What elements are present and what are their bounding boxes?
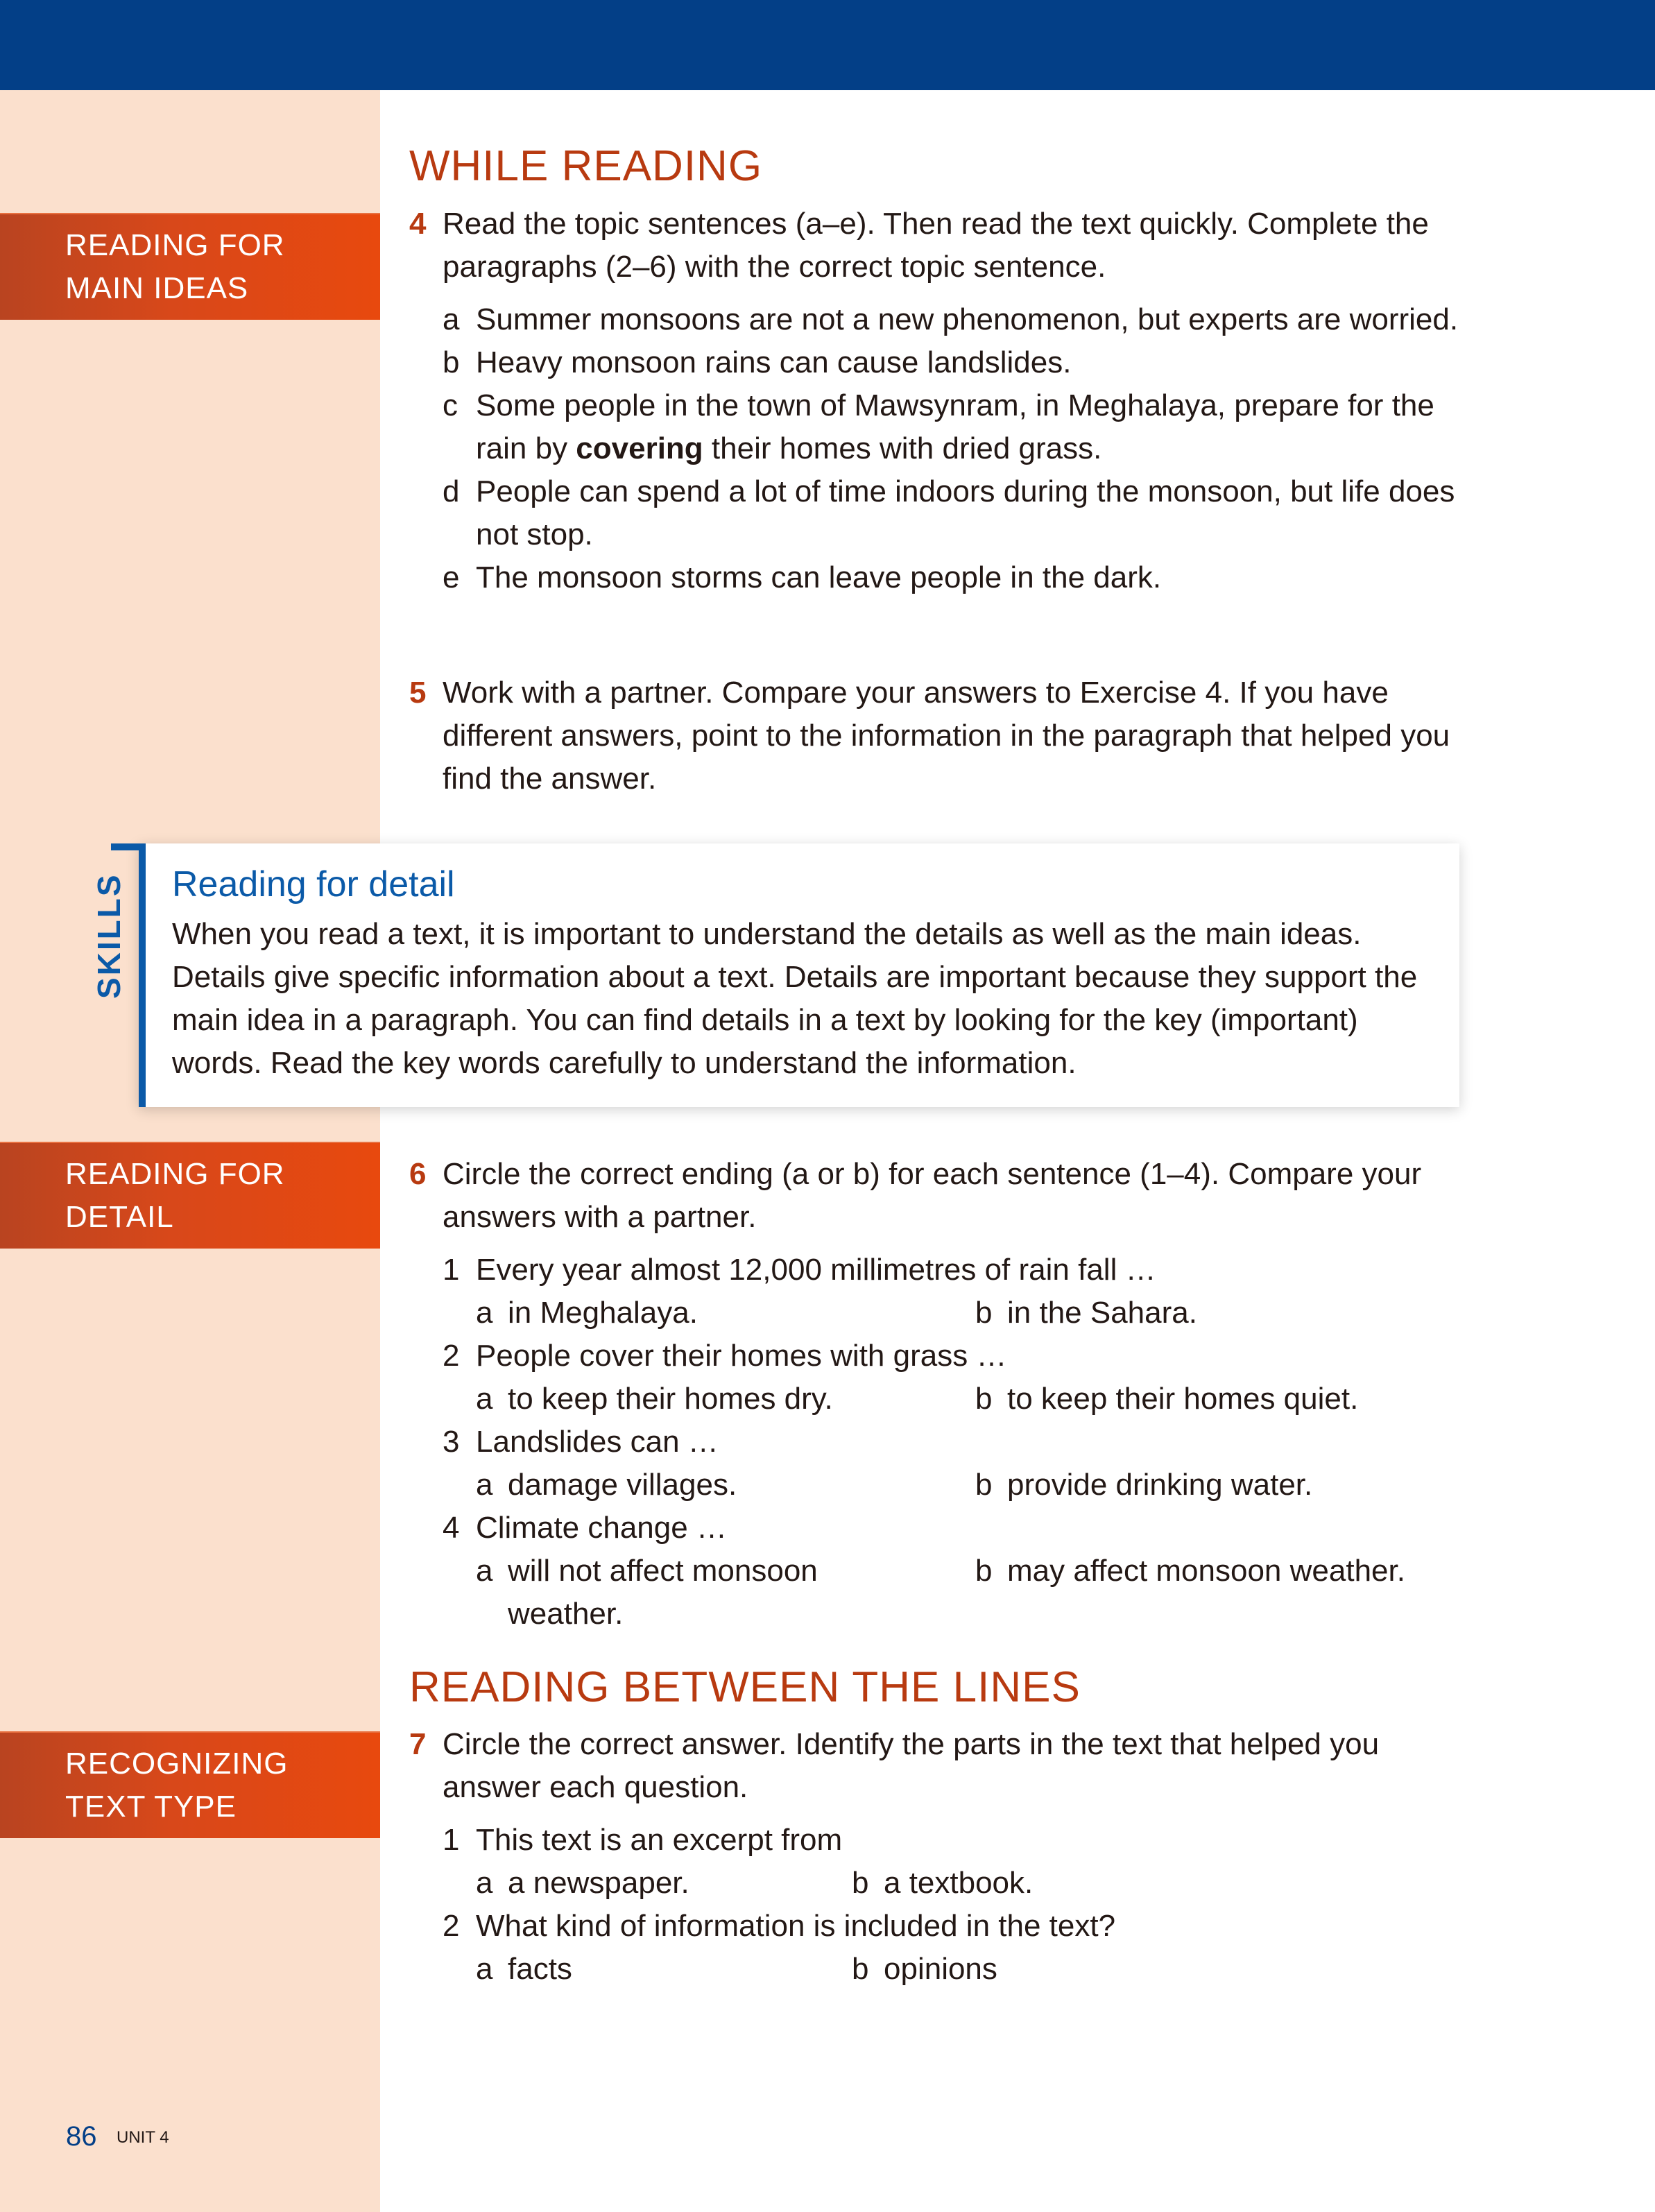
skills-title: Reading for detail	[172, 864, 455, 904]
option-b[interactable]	[975, 1378, 1358, 1421]
option-text: will not affect monsoon weather.	[508, 1554, 818, 1631]
question-text: People cover their homes with grass …	[476, 1339, 1007, 1373]
list-item	[443, 470, 1464, 556]
option-letter: a	[476, 1382, 493, 1416]
item-letter: d	[443, 474, 460, 508]
exercise-instruction: Circle the correct answer. Identify the parts in the text that helped you answer each question.	[443, 1727, 1380, 1804]
skills-accent-tick	[111, 843, 146, 850]
label-line: MAIN IDEAS	[65, 271, 249, 305]
option-a[interactable]	[476, 1464, 737, 1507]
option-letter: a	[476, 1468, 493, 1502]
question-text: Climate change …	[476, 1511, 727, 1545]
option-b[interactable]	[975, 1464, 1312, 1507]
label-reading-for-main-ideas	[0, 213, 380, 320]
options-row	[443, 1378, 1464, 1421]
question	[443, 1421, 1464, 1464]
item-text: People can spend a lot of time indoors during the monsoon, but life does not stop.	[476, 474, 1455, 551]
option-text: in the Sahara.	[1007, 1296, 1197, 1330]
item-text: Some people in the town of Mawsynram, in Meghalaya, prepare for the rain by	[476, 388, 1434, 465]
exercise-number: 6	[409, 1157, 427, 1191]
option-text: a textbook.	[884, 1866, 1034, 1900]
option-letter: b	[975, 1382, 993, 1416]
question	[443, 1335, 1464, 1378]
question	[443, 1905, 1464, 1948]
options-row	[443, 1862, 1464, 1905]
item-letter: a	[443, 302, 460, 336]
exercise-4	[409, 203, 1464, 599]
option-text: may affect monsoon weather.	[1007, 1554, 1405, 1588]
option-letter: a	[476, 1296, 493, 1330]
list-item	[443, 341, 1464, 384]
question-number: 1	[443, 1823, 460, 1857]
label-line: RECOGNIZING	[65, 1747, 289, 1781]
option-a[interactable]	[476, 1378, 833, 1421]
unit-label: UNIT 4	[117, 2128, 169, 2147]
item-letter: c	[443, 388, 458, 422]
exercise-7	[409, 1723, 1464, 1991]
question-text: What kind of information is included in the text?	[476, 1909, 1116, 1943]
option-letter: b	[975, 1296, 993, 1330]
exercise-6	[409, 1153, 1464, 1636]
options-row	[443, 1948, 1464, 1991]
list-item	[443, 298, 1464, 341]
exercise-number: 4	[409, 207, 427, 241]
item-text: Heavy monsoon rains can cause landslides.	[476, 345, 1072, 379]
label-reading-for-detail	[0, 1142, 380, 1249]
option-letter: b	[852, 1866, 869, 1900]
question-text: Every year almost 12,000 millimetres of rain fall …	[476, 1253, 1156, 1287]
list-item	[443, 556, 1464, 599]
option-a[interactable]	[476, 1292, 698, 1335]
exercise-5	[409, 671, 1464, 800]
option-text: in Meghalaya.	[508, 1296, 698, 1330]
skills-accent-bar	[139, 843, 146, 1107]
option-b[interactable]	[852, 1862, 1033, 1905]
item-text: their homes with dried grass.	[703, 431, 1102, 465]
option-text: to keep their homes dry.	[508, 1382, 833, 1416]
option-text: damage villages.	[508, 1468, 737, 1502]
list-item	[443, 384, 1464, 470]
option-text: facts	[508, 1952, 572, 1986]
option-b[interactable]	[975, 1550, 1405, 1593]
label-line: DETAIL	[65, 1200, 174, 1234]
option-text: a newspaper.	[508, 1866, 689, 1900]
question	[443, 1249, 1464, 1292]
label-recognizing-text-type	[0, 1731, 380, 1838]
option-a[interactable]	[476, 1948, 572, 1991]
option-letter: a	[476, 1952, 493, 1986]
options-row	[443, 1550, 1464, 1636]
option-a[interactable]	[476, 1550, 906, 1636]
question-text: Landslides can …	[476, 1425, 719, 1459]
option-letter: b	[975, 1468, 993, 1502]
exercise-instruction: Circle the correct ending (a or b) for each sentence (1–4). Compare your answers with a partner.	[443, 1157, 1422, 1234]
question-list	[443, 1819, 1464, 1991]
question-number: 2	[443, 1909, 460, 1943]
option-letter: a	[476, 1866, 493, 1900]
option-b[interactable]	[975, 1292, 1197, 1335]
question-number: 2	[443, 1339, 460, 1373]
item-text: Summer monsoons are not a new phenomenon, but experts are worried.	[476, 302, 1459, 336]
page-number: 86	[66, 2121, 97, 2152]
option-text: to keep their homes quiet.	[1007, 1382, 1359, 1416]
label-line: READING FOR	[65, 1157, 285, 1191]
option-b[interactable]	[852, 1948, 997, 1991]
question-list	[443, 1249, 1464, 1636]
vocab-word: covering	[576, 431, 703, 465]
options-row	[443, 1464, 1464, 1507]
option-letter: b	[852, 1952, 869, 1986]
item-letter: b	[443, 345, 460, 379]
options-row	[443, 1292, 1464, 1335]
item-text: The monsoon storms can leave people in the dark.	[476, 560, 1162, 594]
heading-reading-between-the-lines: READING BETWEEN THE LINES	[409, 1663, 1081, 1711]
top-banner	[0, 0, 1655, 90]
question-number: 4	[443, 1511, 460, 1545]
label-line: TEXT TYPE	[65, 1790, 237, 1824]
label-line: READING FOR	[65, 228, 285, 262]
item-letter: e	[443, 560, 460, 594]
exercise-number: 5	[409, 676, 427, 710]
question-number: 3	[443, 1425, 460, 1459]
exercise-number: 7	[409, 1727, 427, 1761]
question	[443, 1819, 1464, 1862]
exercise-instruction: Work with a partner. Compare your answers to Exercise 4. If you have different answers, point to the information in the paragraph that helped you find the answer.	[443, 676, 1450, 796]
option-text: provide drinking water.	[1007, 1468, 1313, 1502]
option-a[interactable]	[476, 1862, 689, 1905]
option-letter: b	[975, 1554, 993, 1588]
skills-tab-label: SKILLS	[91, 873, 127, 999]
heading-while-reading: WHILE READING	[409, 142, 763, 190]
skills-body: When you read a text, it is important to understand the details as well as the main ideas. Details give specific information about a text. Details are important because they support the main idea in a paragraph. You can find details in a text by looking for the key (important) words. Read the key words carefully to understand the information.	[172, 917, 1418, 1080]
question-number: 1	[443, 1253, 460, 1287]
exercise-instruction: Read the topic sentences (a–e). Then read the text quickly. Complete the paragraphs (2–6) with the correct topic sentence.	[443, 207, 1429, 284]
option-letter: a	[476, 1554, 493, 1588]
question-text: This text is an excerpt from	[476, 1823, 843, 1857]
question	[443, 1507, 1464, 1550]
topic-sentence-list	[443, 298, 1464, 599]
option-text: opinions	[884, 1952, 997, 1986]
